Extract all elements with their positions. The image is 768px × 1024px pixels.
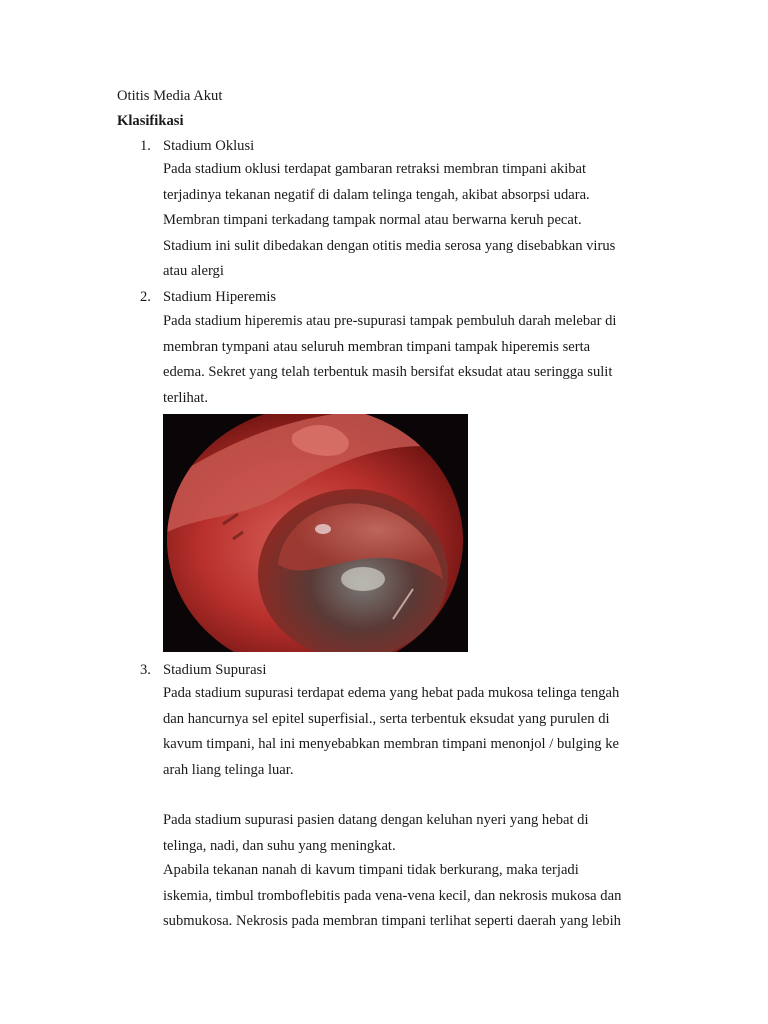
- paragraph: [163, 157, 663, 285]
- text-line: dan hancurnya sel epitel superfisial., serta terbentuk eksudat yang purulen di: [163, 710, 610, 727]
- text-line: terlihat.: [163, 389, 208, 406]
- text-line: Pada stadium oklusi terdapat gambaran retraksi membran timpani akibat: [163, 161, 587, 177]
- text-line: Pada stadium supurasi terdapat edema yang hebat pada mukosa telinga tengah: [163, 685, 620, 701]
- paragraph: [163, 808, 663, 859]
- text-line: submukosa. Nekrosis pada membran timpani terlihat seperti daerah yang lebih: [163, 913, 621, 929]
- paragraph: [163, 858, 663, 935]
- text-line: kavum timpani, hal ini menyebabkan membran timpani menonjol / bulging ke: [163, 736, 619, 752]
- text-line: iskemia, timbul tromboflebitis pada vena-vena kecil, dan nekrosis mukosa dan: [163, 887, 622, 904]
- text-line: Pada stadium hiperemis atau pre-supurasi tampak pembuluh darah melebar di: [163, 313, 617, 329]
- list-item-title: [140, 660, 266, 680]
- eardrum-image: [163, 414, 468, 652]
- text-line: Membran timpani terkadang tampak normal atau berwarna keruh pecat.: [163, 212, 582, 228]
- text-line: terjadinya tekanan negatif di dalam telinga tengah, akibat absorpsi udara.: [163, 186, 590, 203]
- section-heading: Klasifikasi: [117, 113, 184, 129]
- list-number: 1.: [140, 138, 151, 154]
- list-item-label: Stadium Hiperemis: [163, 289, 277, 305]
- paragraph: [163, 681, 663, 783]
- text-line: membran tympani atau seluruh membran timpani tampak hiperemis serta: [163, 338, 591, 355]
- paragraph: [163, 309, 663, 411]
- list-item-label: Stadium Supurasi: [163, 662, 267, 678]
- text-line: arah liang telinga luar.: [163, 761, 294, 778]
- text-line: Pada stadium supurasi pasien datang dengan keluhan nyeri yang hebat di: [163, 812, 589, 828]
- list-item-label: Stadium Oklusi: [163, 138, 255, 154]
- otoscope-photo: [163, 414, 468, 652]
- text-line: Stadium ini sulit dibedakan dengan otitis media serosa yang disebabkan virus: [163, 237, 616, 254]
- text-line: atau alergi: [163, 263, 224, 279]
- document-title: Otitis Media Akut: [117, 88, 223, 104]
- list-number: 3.: [140, 662, 151, 678]
- text-line: edema. Sekret yang telah terbentuk masih bersifat eksudat atau seringga sulit: [163, 364, 613, 380]
- list-item-title: [140, 287, 276, 307]
- text-line: Apabila tekanan nanah di kavum timpani tidak berkurang, maka terjadi: [163, 862, 579, 878]
- text-line: telinga, nadi, dan suhu yang meningkat.: [163, 837, 396, 854]
- list-number: 2.: [140, 289, 151, 305]
- list-item-title: [140, 136, 254, 156]
